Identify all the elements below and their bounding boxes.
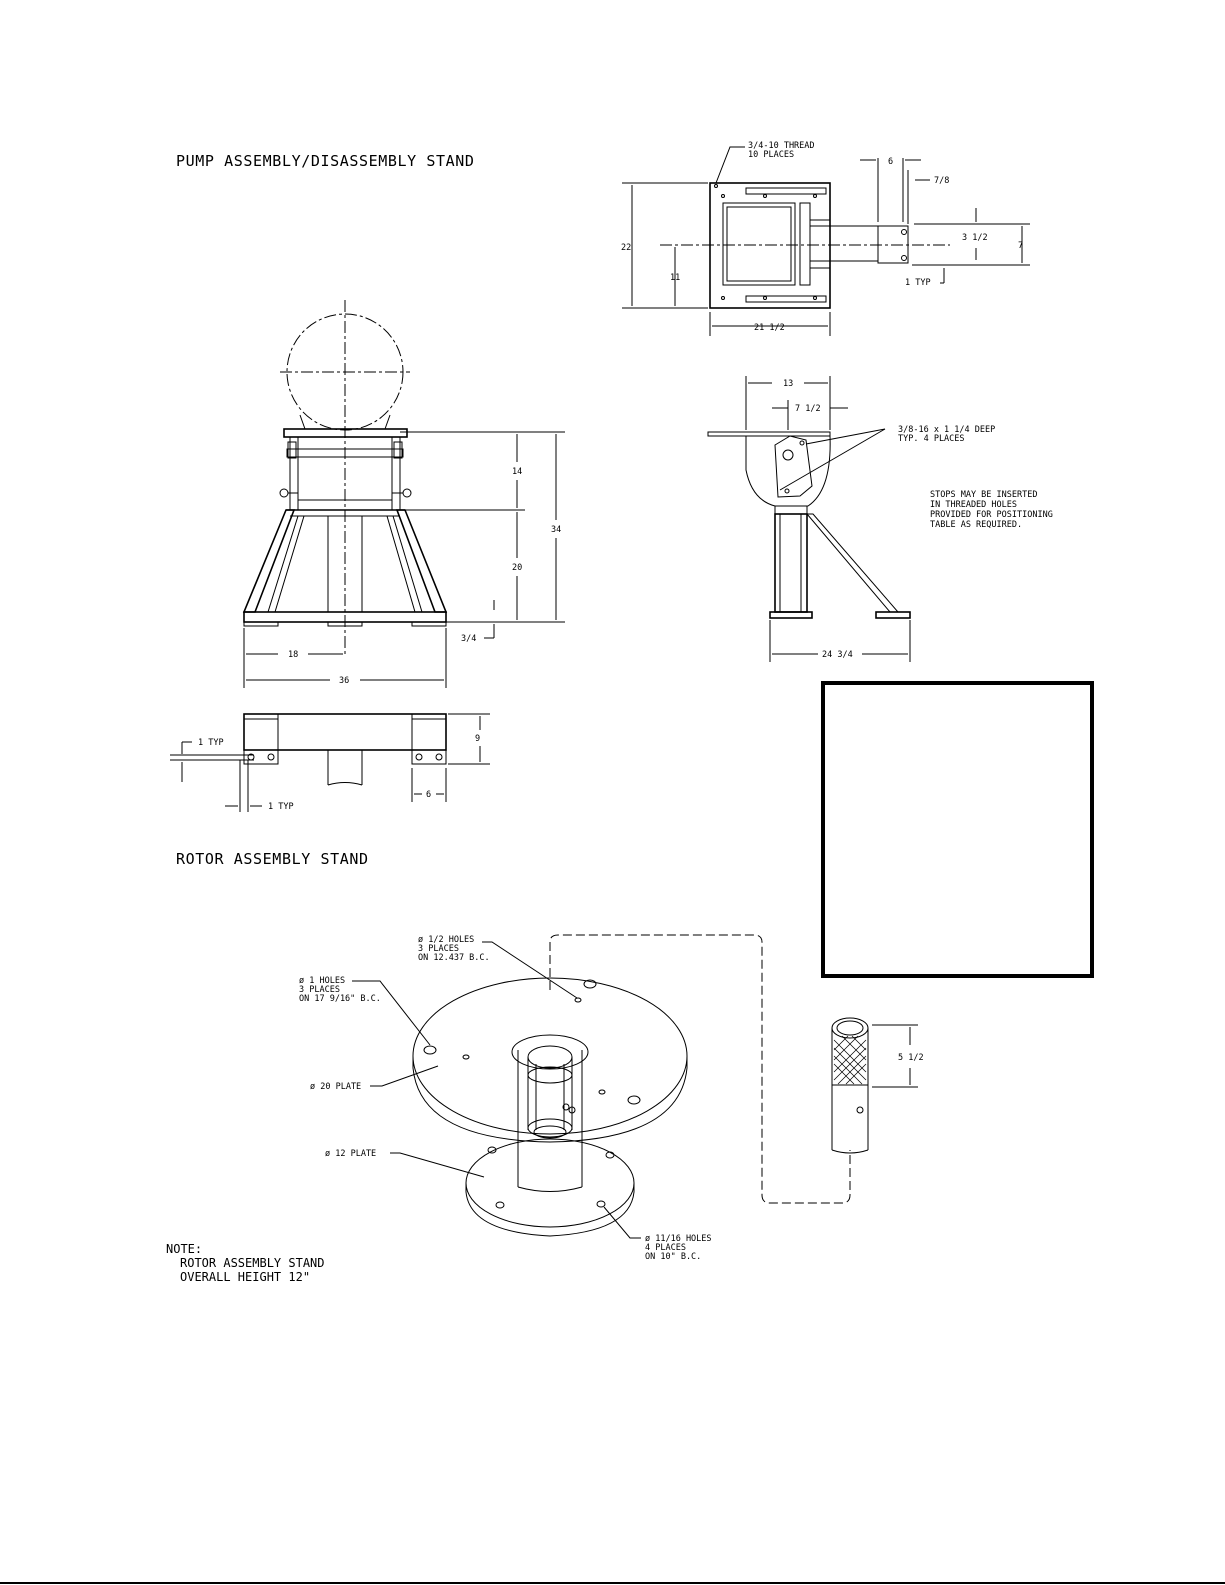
dim-21-1-2: 21 1/2 xyxy=(754,323,785,333)
dim-34: 34 xyxy=(551,525,562,535)
rotor-stand-title: ROTOR ASSEMBLY STAND xyxy=(176,850,369,868)
stops-note-line1: STOPS MAY BE INSERTED xyxy=(930,490,1038,500)
half-holes-line3: ON 12.437 B.C. xyxy=(418,953,490,963)
thread-note-line1: 3/4-10 THREAD xyxy=(748,141,815,151)
note-line2: OVERALL HEIGHT 12" xyxy=(180,1270,311,1284)
dim-1-typ-base-b: 1 TYP xyxy=(268,802,294,812)
dim-18: 18 xyxy=(288,650,299,660)
dim-14: 14 xyxy=(512,467,523,477)
dim-7: 7 xyxy=(1018,241,1024,251)
holes-note-line1: 3/8-16 x 1 1/4 DEEP xyxy=(898,425,996,435)
holes-1116-line1: ø 11/16 HOLES xyxy=(645,1234,712,1244)
dim-1-typ-base-a: 1 TYP xyxy=(198,738,224,748)
rotor-stand-drawing xyxy=(352,935,918,1238)
dim-20: 20 xyxy=(512,563,523,573)
stops-note-line3: PROVIDED FOR POSITIONING xyxy=(930,510,1053,520)
dim-22: 22 xyxy=(621,243,632,253)
holes-note-line2: TYP. 4 PLACES xyxy=(898,434,965,444)
dim-9: 9 xyxy=(475,734,481,744)
front-view xyxy=(244,300,565,688)
plate-20-label: ø 20 PLATE xyxy=(310,1082,362,1092)
note-line1: ROTOR ASSEMBLY STAND xyxy=(180,1256,325,1270)
one-holes-line2: 3 PLACES xyxy=(299,985,340,995)
dim-11: 11 xyxy=(670,273,681,283)
half-holes-line2: 3 PLACES xyxy=(418,944,459,954)
note-heading: NOTE: xyxy=(166,1242,203,1256)
dim-13: 13 xyxy=(783,379,794,389)
dim-7-8: 7/8 xyxy=(934,176,950,186)
holes-1116-line2: 4 PLACES xyxy=(645,1243,686,1253)
stops-note-line4: TABLE AS REQUIRED. xyxy=(930,520,1023,530)
dim-6-base: 6 xyxy=(426,790,432,800)
blank-frame xyxy=(823,683,1092,976)
dim-36: 36 xyxy=(339,676,350,686)
side-view-labels xyxy=(783,379,1053,660)
dim-24-3-4: 24 3/4 xyxy=(822,650,853,660)
half-holes-line1: ø 1/2 HOLES xyxy=(418,935,475,945)
thread-note-line2: 10 PLACES xyxy=(748,150,795,160)
stops-note-line2: IN THREADED HOLES xyxy=(930,500,1017,510)
pump-stand-title: PUMP ASSEMBLY/DISASSEMBLY STAND xyxy=(176,152,475,170)
one-holes-line1: ø 1 HOLES xyxy=(299,976,346,986)
dim-1-typ-top: 1 TYP xyxy=(905,278,931,288)
base-view xyxy=(170,714,490,812)
dim-3-4: 3/4 xyxy=(461,634,477,644)
dim-5-1-2: 5 1/2 xyxy=(898,1053,924,1063)
dim-6-top: 6 xyxy=(888,157,894,167)
holes-1116-line3: ON 10" B.C. xyxy=(645,1252,702,1262)
top-view-labels xyxy=(621,141,1023,333)
rotor-note xyxy=(166,1242,325,1284)
dim-7-1-2: 7 1/2 xyxy=(795,404,821,414)
plate-12-label: ø 12 PLATE xyxy=(325,1149,377,1159)
one-holes-line3: ON 17 9/16" B.C. xyxy=(299,994,381,1004)
dim-3-1-2: 3 1/2 xyxy=(962,233,988,243)
side-view xyxy=(708,376,910,662)
